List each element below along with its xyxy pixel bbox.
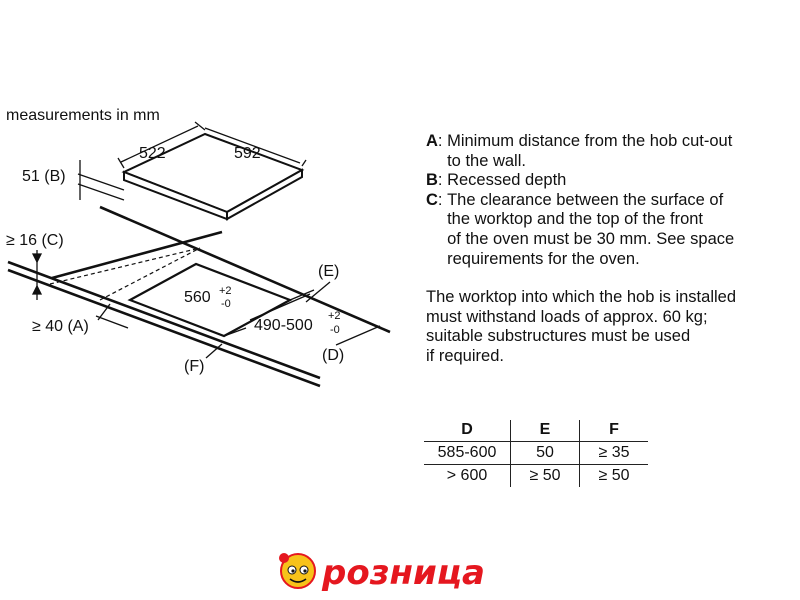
header-f: F	[580, 420, 649, 442]
label-e: (E)	[318, 263, 340, 280]
recessed-depth-label: 51 (B)	[22, 168, 66, 185]
note-text-b: Recessed depth	[447, 171, 567, 190]
note-key-c: C	[426, 190, 438, 209]
table-header-row	[424, 420, 648, 442]
table-cell: 50	[511, 442, 580, 465]
worktop-load-note: The worktop into which the hob is installed must withstand loads of approx. 60 kg; suitable substructures must be used if required.	[426, 288, 737, 365]
logo-wordmark: розница	[322, 553, 485, 592]
table-cell: > 600	[424, 465, 511, 488]
mascot-icon	[279, 553, 315, 588]
note-key-b: B	[426, 171, 438, 190]
cutout-depth-label: 490-500	[254, 317, 313, 334]
table-cell: ≥ 50	[598, 467, 630, 484]
label-f: (F)	[184, 358, 205, 375]
measurements-caption: measurements in mm	[6, 107, 160, 124]
note-c	[426, 191, 798, 269]
dimension-table	[424, 420, 648, 487]
hob-width-label: 522	[139, 145, 166, 162]
cutout-width-label: 560	[184, 289, 211, 306]
note-key-a: A	[426, 132, 438, 150]
table-cell: ≥ 50	[511, 465, 580, 488]
legend-notes	[426, 132, 798, 269]
table-row	[424, 465, 648, 488]
wall-distance-label: ≥ 40 (A)	[32, 318, 89, 335]
table-cell: ≥ 35	[580, 442, 649, 465]
rozница-logo	[272, 548, 522, 592]
note-b	[426, 171, 798, 191]
note-colon: :	[437, 132, 448, 150]
note-a	[426, 132, 798, 171]
d-dimension	[336, 326, 380, 345]
header-e: E	[511, 420, 580, 442]
cutout-depth-tol-plus: +2	[328, 310, 341, 322]
header-d: D	[424, 420, 511, 442]
clearance-label: ≥ 16 (C)	[6, 232, 64, 249]
note-colon: :	[437, 171, 448, 190]
note-colon: :	[437, 190, 448, 209]
hob-depth-label: 592	[234, 145, 261, 162]
note-text-c: The clearance between the surface of the worktop and the top of the front of the oven must be 30 mm. See space requirements for the oven.	[447, 190, 735, 268]
note-text-a: Minimum distance from the hob cut-out to the wall.	[447, 132, 733, 170]
cutout-width-tol-plus: +2	[219, 285, 232, 297]
table-cell: 585-600	[424, 442, 511, 465]
label-d: (D)	[322, 347, 345, 364]
table-row	[424, 442, 648, 465]
cutout-width-tol-minus: -0	[221, 298, 231, 310]
cutout-depth-tol-minus: -0	[330, 324, 340, 336]
